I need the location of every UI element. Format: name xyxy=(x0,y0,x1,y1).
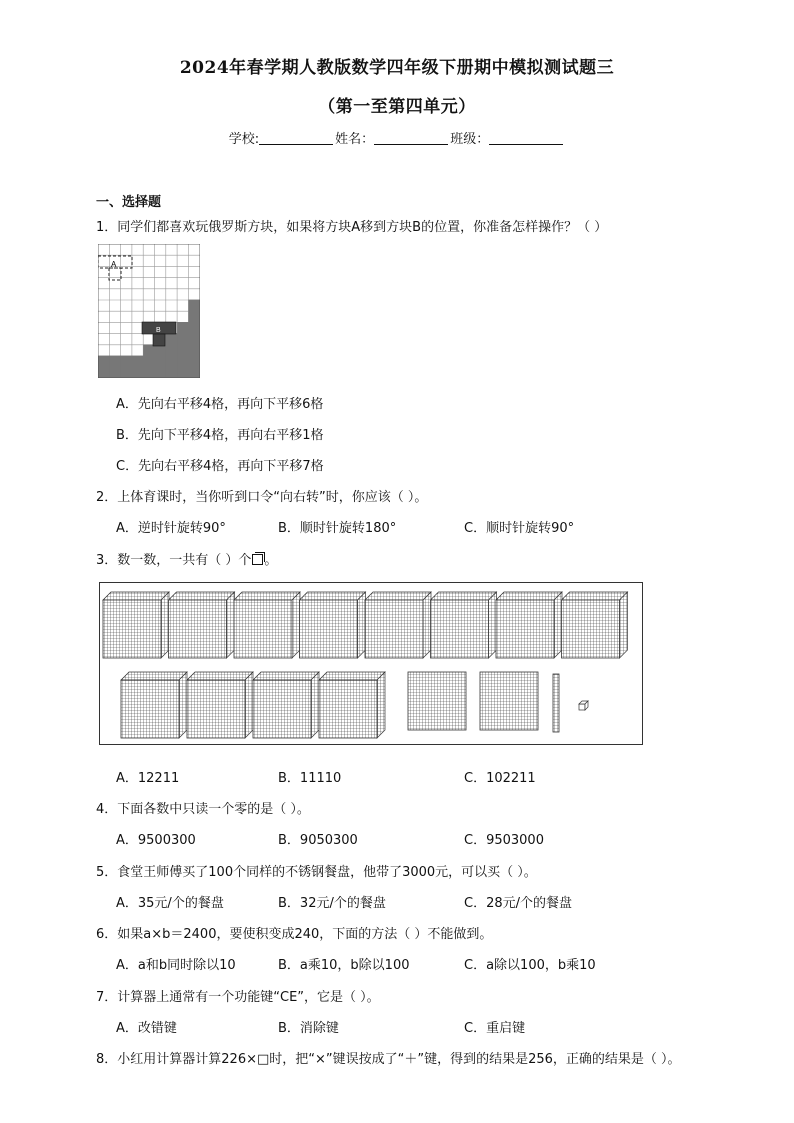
thousand-cube xyxy=(365,592,431,658)
q3-option-a[interactable]: A．12211 xyxy=(116,771,180,786)
thousand-cube xyxy=(121,672,187,738)
hundred-flat-1 xyxy=(408,672,466,730)
question-3 xyxy=(96,549,277,568)
thousand-cube xyxy=(253,672,319,738)
q2-option-b[interactable]: B．顺时针旋转180° xyxy=(278,521,397,536)
page-subtitle: （第一至第四单元） xyxy=(318,97,476,117)
thousand-cube xyxy=(562,592,628,658)
name-blank[interactable] xyxy=(374,132,448,145)
unit-cube xyxy=(579,701,588,710)
thousand-cube xyxy=(234,592,300,658)
school-blank[interactable] xyxy=(259,132,333,145)
question-4: 4．下面各数中只读一个零的是（ ）。 xyxy=(96,802,310,817)
q3-option-b[interactable]: B．11110 xyxy=(278,771,342,786)
grid-label-b: B xyxy=(156,327,161,334)
q2-option-a[interactable]: A．逆时针旋转90° xyxy=(116,521,226,536)
q6-option-a[interactable]: A．a和b同时除以10 xyxy=(116,958,236,973)
hundred-flat-2 xyxy=(480,672,538,730)
q6-option-c[interactable]: C．a除以100，b乘10 xyxy=(464,958,596,973)
name-label: 姓名： xyxy=(335,132,375,147)
thousand-cube xyxy=(300,592,366,658)
thousand-cube xyxy=(431,592,497,658)
q3-option-c[interactable]: C．102211 xyxy=(464,771,536,786)
question-8: 8．小红用计算器计算226×□时，把“×”键误按成了“＋”键，得到的结果是256，正确的结果是（ ）。 xyxy=(96,1052,681,1067)
page-title: 2024年春学期人教版数学四年级下册期中模拟测试题三 xyxy=(179,58,615,78)
thousand-cube xyxy=(496,592,562,658)
grid-label-a: A xyxy=(111,260,117,269)
thousand-cube xyxy=(103,592,169,658)
q5-option-a[interactable]: A．35元/个的餐盘 xyxy=(116,896,224,911)
section-title: 一、选择题 xyxy=(96,195,162,210)
q7-option-c[interactable]: C．重启键 xyxy=(464,1021,526,1036)
q7-option-b[interactable]: B．消除键 xyxy=(278,1021,339,1036)
q5-option-b[interactable]: B．32元/个的餐盘 xyxy=(278,896,386,911)
question-2: 2．上体育课时，当你听到口令“向右转”时，你应该（ ）。 xyxy=(96,490,428,505)
cube-icon xyxy=(252,554,263,565)
q4-option-c[interactable]: C．9503000 xyxy=(464,833,544,848)
question-5: 5．食堂王师傅买了100个同样的不锈钢餐盘，他带了3000元，可以买（ ）。 xyxy=(96,865,537,880)
q4-option-a[interactable]: A．9500300 xyxy=(116,833,196,848)
question-6: 6．如果a×b＝2400，要使积变成240，下面的方法（ ）不能做到。 xyxy=(96,927,493,942)
thousand-cube xyxy=(187,672,253,738)
question-7: 7．计算器上通常有一个功能键“CE”，它是（ ）。 xyxy=(96,990,380,1005)
class-blank[interactable] xyxy=(489,132,563,145)
q2-option-c[interactable]: C．顺时针旋转90° xyxy=(464,521,575,536)
q7-option-a[interactable]: A．改错键 xyxy=(116,1021,177,1036)
class-label: 班级： xyxy=(450,132,490,147)
ten-rod xyxy=(553,674,559,732)
q1-option-a[interactable]: A．先向右平移4格，再向下平移6格 xyxy=(116,397,324,412)
q3-text-end: 。 xyxy=(264,553,278,568)
cube-figure xyxy=(99,582,643,745)
q4-option-b[interactable]: B．9050300 xyxy=(278,833,358,848)
school-label: 学校: xyxy=(228,132,260,147)
tetris-grid xyxy=(98,244,200,378)
q5-option-c[interactable]: C．28元/个的餐盘 xyxy=(464,896,572,911)
q1-option-c[interactable]: C．先向右平移4格，再向下平移7格 xyxy=(116,459,324,474)
question-1: 1．同学们都喜欢玩俄罗斯方块，如果将方块A移到方块B的位置，你准备怎样操作？（ ） xyxy=(96,220,608,235)
q1-option-b[interactable]: B．先向下平移4格，再向右平移1格 xyxy=(116,428,324,443)
q3-text: 3．数一数，一共有（ ）个 xyxy=(96,553,252,568)
q6-option-b[interactable]: B．a乘10，b除以100 xyxy=(278,958,410,973)
student-info xyxy=(0,128,794,147)
thousand-cube xyxy=(319,672,385,738)
thousand-cube xyxy=(169,592,235,658)
